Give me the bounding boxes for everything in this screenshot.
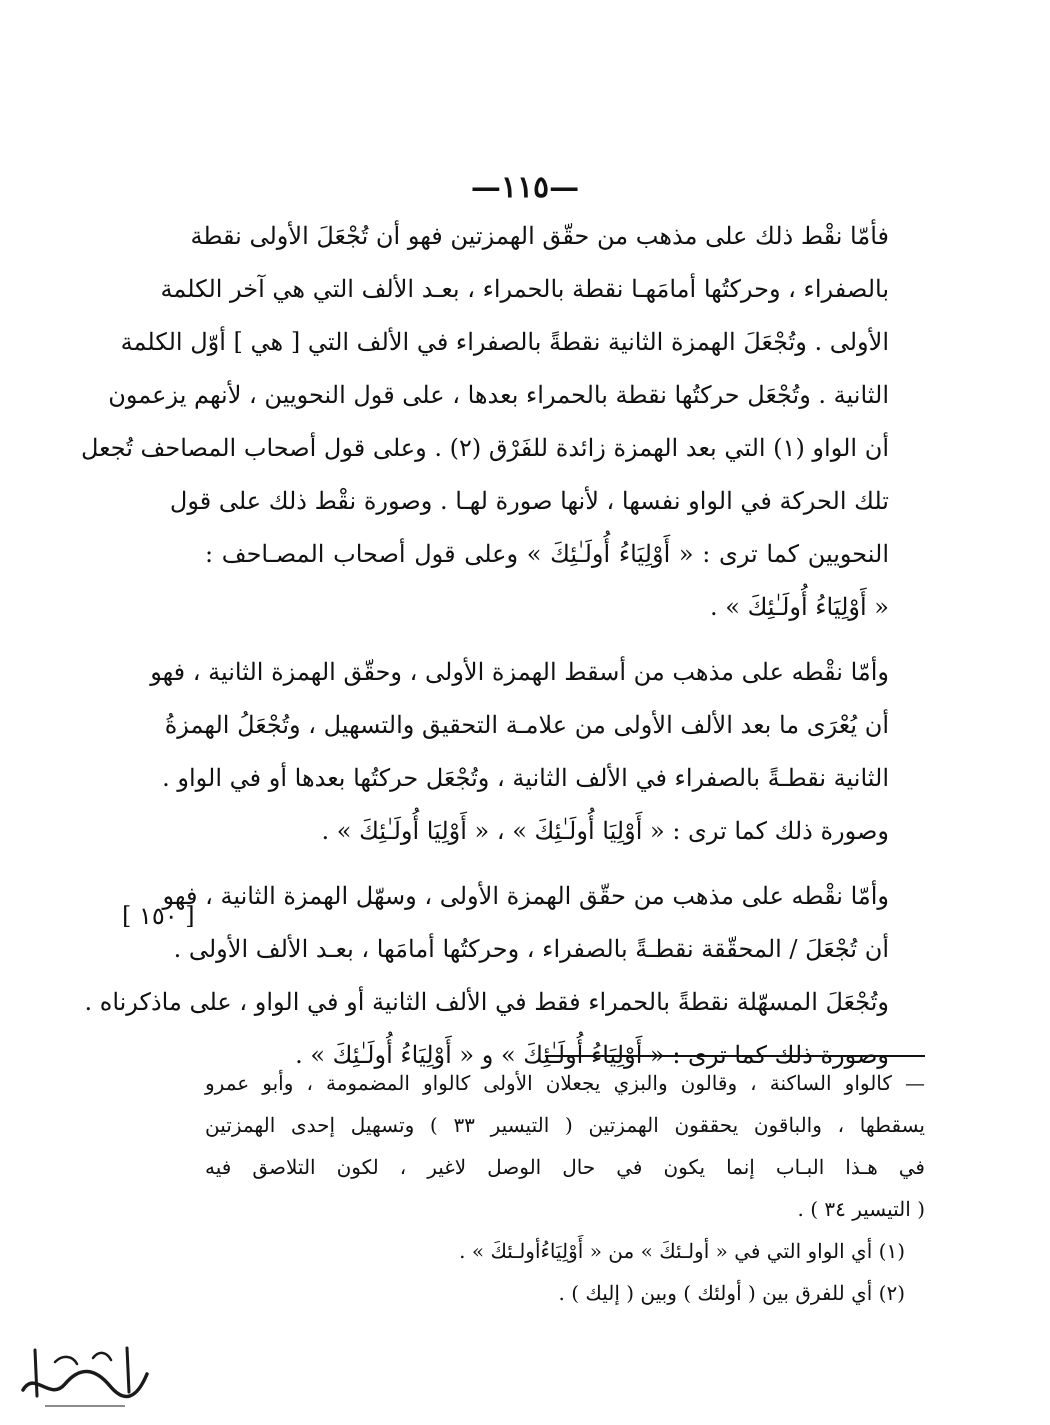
text-line: وصورة ذلك كما ترى : « أَوْلِيَا أُولَـٰئِكَ » ، « أَوْلِيَا أُولَـٰئِكَ » . [321, 817, 889, 845]
paragraph-1 [81, 210, 925, 634]
page-number: —١١٥— [470, 170, 580, 205]
text-line: أن الواو (١) التي بعد الهمزة زائدة للفَرْق (٢) . وعلى قول أصحاب المصاحف تُجعل [81, 434, 889, 462]
text-line: فأمّا نقْط ذلك على مذهب من حقّق الهمزتين فهو أن تُجْعَلَ الأولى نقطة [190, 222, 889, 250]
footnote-divider [545, 1055, 925, 1057]
paragraph-2 [150, 646, 925, 858]
text-line: وصورة ذلك كما ترى : « أَوْلِيَاءُ أُولَـٰئِكَ » و « أَوْلِيَاءُ أُولَـٰئِكَ » . [295, 1041, 889, 1069]
text-line: الثانية نقطـةً بالصفراء في الألف الثانية ، وتُجْعَل حركتُها بعدها أو في الواو . [162, 764, 889, 792]
footnote-1: (١) أي الواو التي في « أولـئكَ » من « أَوْلِيَاءُأولـئكَ » . [459, 1239, 905, 1263]
text-line: الأولى . وتُجْعَلَ الهمزة الثانية نقطةً بالصفراء في الألف التي [ هي ] أوّل الكلمة [120, 328, 889, 356]
text-line: النحويين كما ترى : « أَوْلِيَاءُ أُولَـٰئِكَ » وعلى قول أصحاب المصـاحف : [205, 540, 889, 568]
watermark-logo [15, 1340, 155, 1415]
text-line: وتُجْعَلَ المسهّلة نقطةً بالحمراء فقط في الألف الثانية أو في الواو ، على ماذكرناه . [84, 988, 889, 1016]
footnote-2: (٢) أي للفرق بين ( أولئك ) وبين ( إليك ) . [558, 1281, 905, 1305]
footnote-continuation-line: في هـذا البـاب إنما يكون في حال الوصل لاغير ، لكون التلاصق فيه [205, 1155, 925, 1179]
footnote-continuation-line: ( التيسير ٣٤ ) . [797, 1197, 925, 1221]
text-line: وأمّا نقْطه على مذهب من حقّق الهمزة الأولى ، وسهّل الهمزة الثانية ، فهو [162, 882, 889, 910]
text-line: بالصفراء ، وحركتُها أمامَهـا نقطة بالحمراء ، بعـد الألف التي هي آخر الكلمة [160, 275, 889, 303]
margin-page-reference: [ ١٥٠ ] [122, 902, 195, 930]
text-line: تلك الحركة في الواو نفسها ، لأنها صورة لهـا . وصورة نقْط ذلك على قول [169, 487, 889, 515]
text-line: وأمّا نقْطه على مذهب من أسقط الهمزة الأولى ، وحقّق الهمزة الثانية ، فهو [150, 658, 889, 686]
text-line: أن يُعْرَى ما بعد الألف الأولى من علامـة التحقيق والتسهيل ، وتُجْعَلُ الهمزةُ [164, 711, 889, 739]
footnote-continuation-line: — كالواو الساكنة ، وقالون والبزي يجعلان الأولى كالواو المضمومة ، وأبو عمرو [205, 1071, 925, 1095]
footnotes [205, 1062, 925, 1314]
footnote-continuation-line: يسقطها ، والباقون يحققون الهمزتين ( التيسير ٣٣ ) وتسهيل إحدى الهمزتين [205, 1113, 925, 1137]
text-line: « أَوْلِيَاءُ أُولَـٰئِكَ » . [710, 593, 889, 621]
text-line: أن تُجْعَلَ / المحقّقة نقطـةً بالصفراء ، وحركتُها أمامَها ، بعـد الألف الأولى . [173, 935, 889, 963]
text-line: الثانية . وتُجْعَل حركتُها نقطة بالحمراء بعدها ، على قول النحويين ، لأنهم يزعمون [108, 381, 889, 409]
